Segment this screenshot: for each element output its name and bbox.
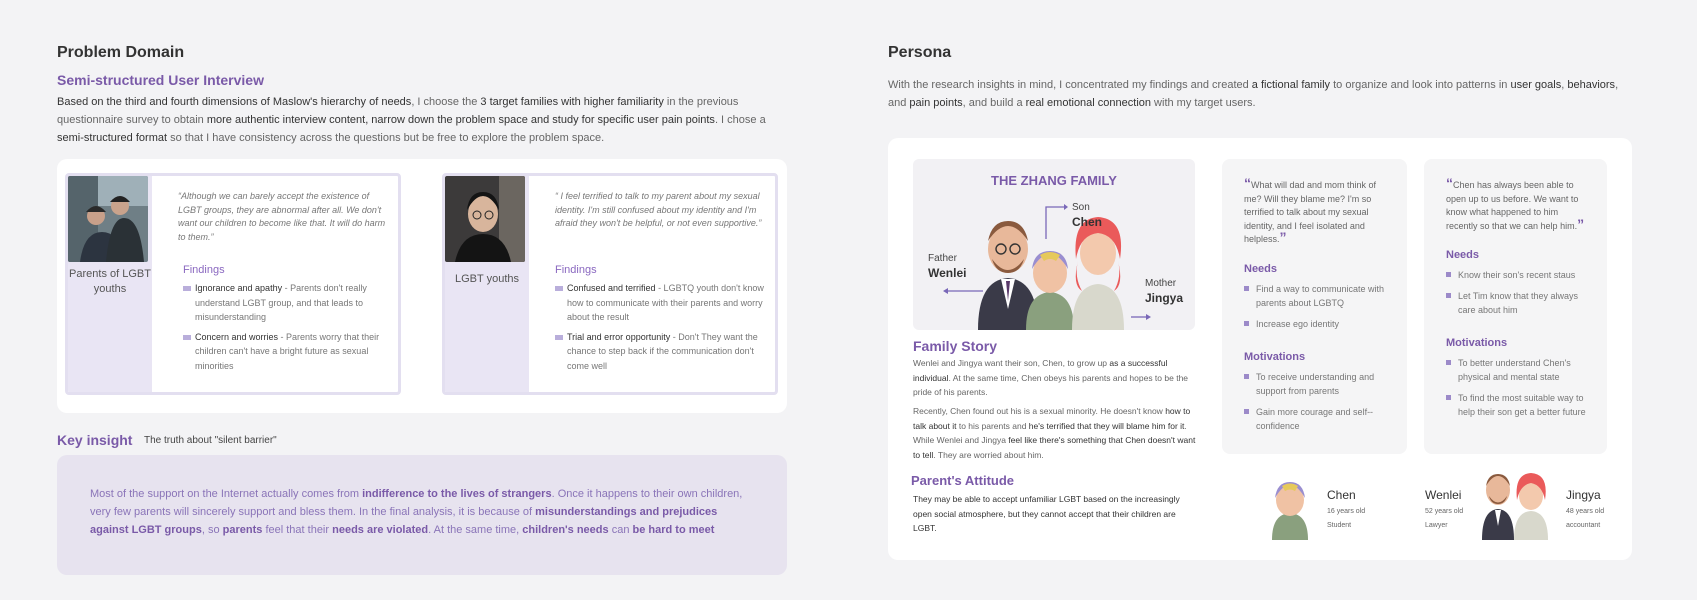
wenlei-name: Wenlei <box>1425 488 1462 502</box>
son-role: Son <box>1072 202 1090 213</box>
parents-need-item: Let Tim know that they always care about him <box>1446 289 1591 317</box>
jingya-name: Jingya <box>1566 488 1601 502</box>
interview-parents <box>65 173 401 395</box>
chen-details <box>1244 175 1389 433</box>
jingya-age: 48 years old <box>1566 508 1605 515</box>
family-story-title: Family Story <box>913 338 998 354</box>
finding-item: Trial and error opportunity - Don't They want the chance to step back if the communication don't come well <box>555 330 765 374</box>
parents-details <box>1446 175 1591 419</box>
father-name: Wenlei <box>928 266 967 280</box>
parents-panel <box>1424 159 1607 454</box>
family-title: THE ZHANG FAMILY <box>991 173 1117 188</box>
chen-need-item: Increase ego identity <box>1244 317 1389 331</box>
interview-subtitle: Semi-structured User Interview <box>57 72 264 88</box>
interview-card <box>57 159 787 413</box>
son-pointer-icon <box>1042 203 1068 239</box>
persona-card <box>888 138 1632 560</box>
findings-block <box>555 264 765 373</box>
parents-motivation-item: To find the most suitable way to help their son get a better future <box>1446 391 1591 419</box>
jingya-job: accountant <box>1566 522 1601 529</box>
findings-label: Findings <box>183 264 225 276</box>
findings-label: Findings <box>555 264 597 276</box>
parents-avatar <box>1480 466 1550 540</box>
chen-motivation-item: To receive understanding and support from parents <box>1244 370 1389 398</box>
parents-need-item: Know their son's recent staus <box>1446 268 1591 282</box>
problem-domain-title: Problem Domain <box>57 44 185 61</box>
key-insight-title: Key insight <box>57 432 133 448</box>
chen-name: Chen <box>1327 488 1356 502</box>
parents-motivations-label: Motivations <box>1446 337 1508 349</box>
chen-motivation-item: Gain more courage and self--confidence <box>1244 405 1389 433</box>
wenlei-age: 52 years old <box>1425 508 1464 515</box>
interview-youth <box>442 173 778 395</box>
chen-avatar <box>1268 476 1312 540</box>
parents-attitude-title: Parent's Attitude <box>911 473 1015 488</box>
chen-panel <box>1222 159 1407 454</box>
parents-quote: “Chen has always been able to open up to us before. We want to know what happened to him recently so that we can help him.” <box>1446 175 1585 232</box>
mother-pointer-icon <box>1131 313 1151 321</box>
mother-role: Mother <box>1145 278 1177 289</box>
chen-motivations-label: Motivations <box>1244 350 1306 363</box>
finding-item: Confused and terrified - LGBTQ youth don't know how to communicate with their parents and worry about the result <box>555 281 765 325</box>
family-story-p1: Wenlei and Jingya want their son, Chen, to grow up as a successful individual. At the same time, Chen obeys his parents and hopes to be the pride of his parents. <box>913 358 1189 397</box>
parents-needs-label: Needs <box>1446 249 1480 261</box>
chen-need-item: Find a way to communicate with parents about LGBTQ <box>1244 282 1389 310</box>
interview-quote: “Although we can barely accept the existence of LGBT groups, they are abnormal after all. We don't want our children to become like that. It will do harm to them.” <box>178 191 386 242</box>
parents-motivation-item: To better understand Chen's physical and mental state <box>1446 356 1591 384</box>
father-role: Father <box>928 253 957 264</box>
persona-intro: With the research insights in mind, I concentrated my findings and created a fictional family to organize and look into patterns in user goals, behaviors, and pain points, and build a real emotional connection with my target users. <box>888 79 1619 109</box>
finding-item: Ignorance and apathy - Parents don't really understand LGBT group, and that leads to misunderstanding <box>183 281 388 325</box>
interviewee-label: Parents of LGBT youths <box>69 268 151 295</box>
key-insight-text: Most of the support on the Internet actually comes from indifference to the lives of strangers. Once it happens to their own children, very few parents will sincerely support and bless them. In the final analysis, it is because of misunderstandings and prejudices against LGBT groups, so parents feel that their needs are violated. At the same time, children's needs can be hard to meet <box>90 488 743 536</box>
family-panel <box>913 159 1195 330</box>
chen-quote: “What will dad and mom think of me? Will they blame me? I'm so terrified to talk about my sexual identity, and I feel isolated and helpless.” <box>1244 175 1377 245</box>
chen-age: 16 years old <box>1327 508 1366 515</box>
family-story-p2: Recently, Chen found out his is a sexual minority. He doesn't know how to talk about it to his parents and he's terrified that they will blame him for it. While Wenlei and Jingya feel like there's something that Chen doesn't want to tell. They are worried about him. <box>913 406 1196 460</box>
problem-intro: Based on the third and fourth dimensions of Maslow's hierarchy of needs, I choose the 3 target families with higher familiarity in the previous questionnaire survey to obtain more authentic interview content, narrow down the problem space and study for specific user pain points. I chose a semi-structured format so that I have consistency across the questions but be free to explore the problem space. <box>57 96 766 144</box>
chen-needs-label: Needs <box>1244 262 1278 275</box>
interview-quote: “ I feel terrified to talk to my parent about my sexual identity. I'm still confused about my identity and I'm afraid they won't be helpful, or not even supportive.” <box>555 191 762 228</box>
son-name: Chen <box>1072 215 1102 229</box>
youth-photo <box>445 176 525 262</box>
interviewee-label: LGBT youths <box>455 273 519 285</box>
parents-photo <box>68 176 148 262</box>
key-insight-tag: The truth about "silent barrier" <box>144 435 277 446</box>
father-pointer-icon <box>943 287 983 295</box>
wenlei-job: Lawyer <box>1425 522 1448 529</box>
finding-item: Concern and worries - Parents worry that their children can't have a bright future as sexual minorities <box>183 330 388 374</box>
persona-title: Persona <box>888 44 952 61</box>
key-insight-box <box>57 455 787 575</box>
chen-job: Student <box>1327 522 1352 529</box>
mother-name: Jingya <box>1145 291 1184 305</box>
findings-block <box>183 264 388 373</box>
parents-attitude-text: They may be able to accept unfamiliar LGBT based on the increasingly open social atmosphere, but they cannot accept that their children are LGBT. <box>913 494 1180 533</box>
